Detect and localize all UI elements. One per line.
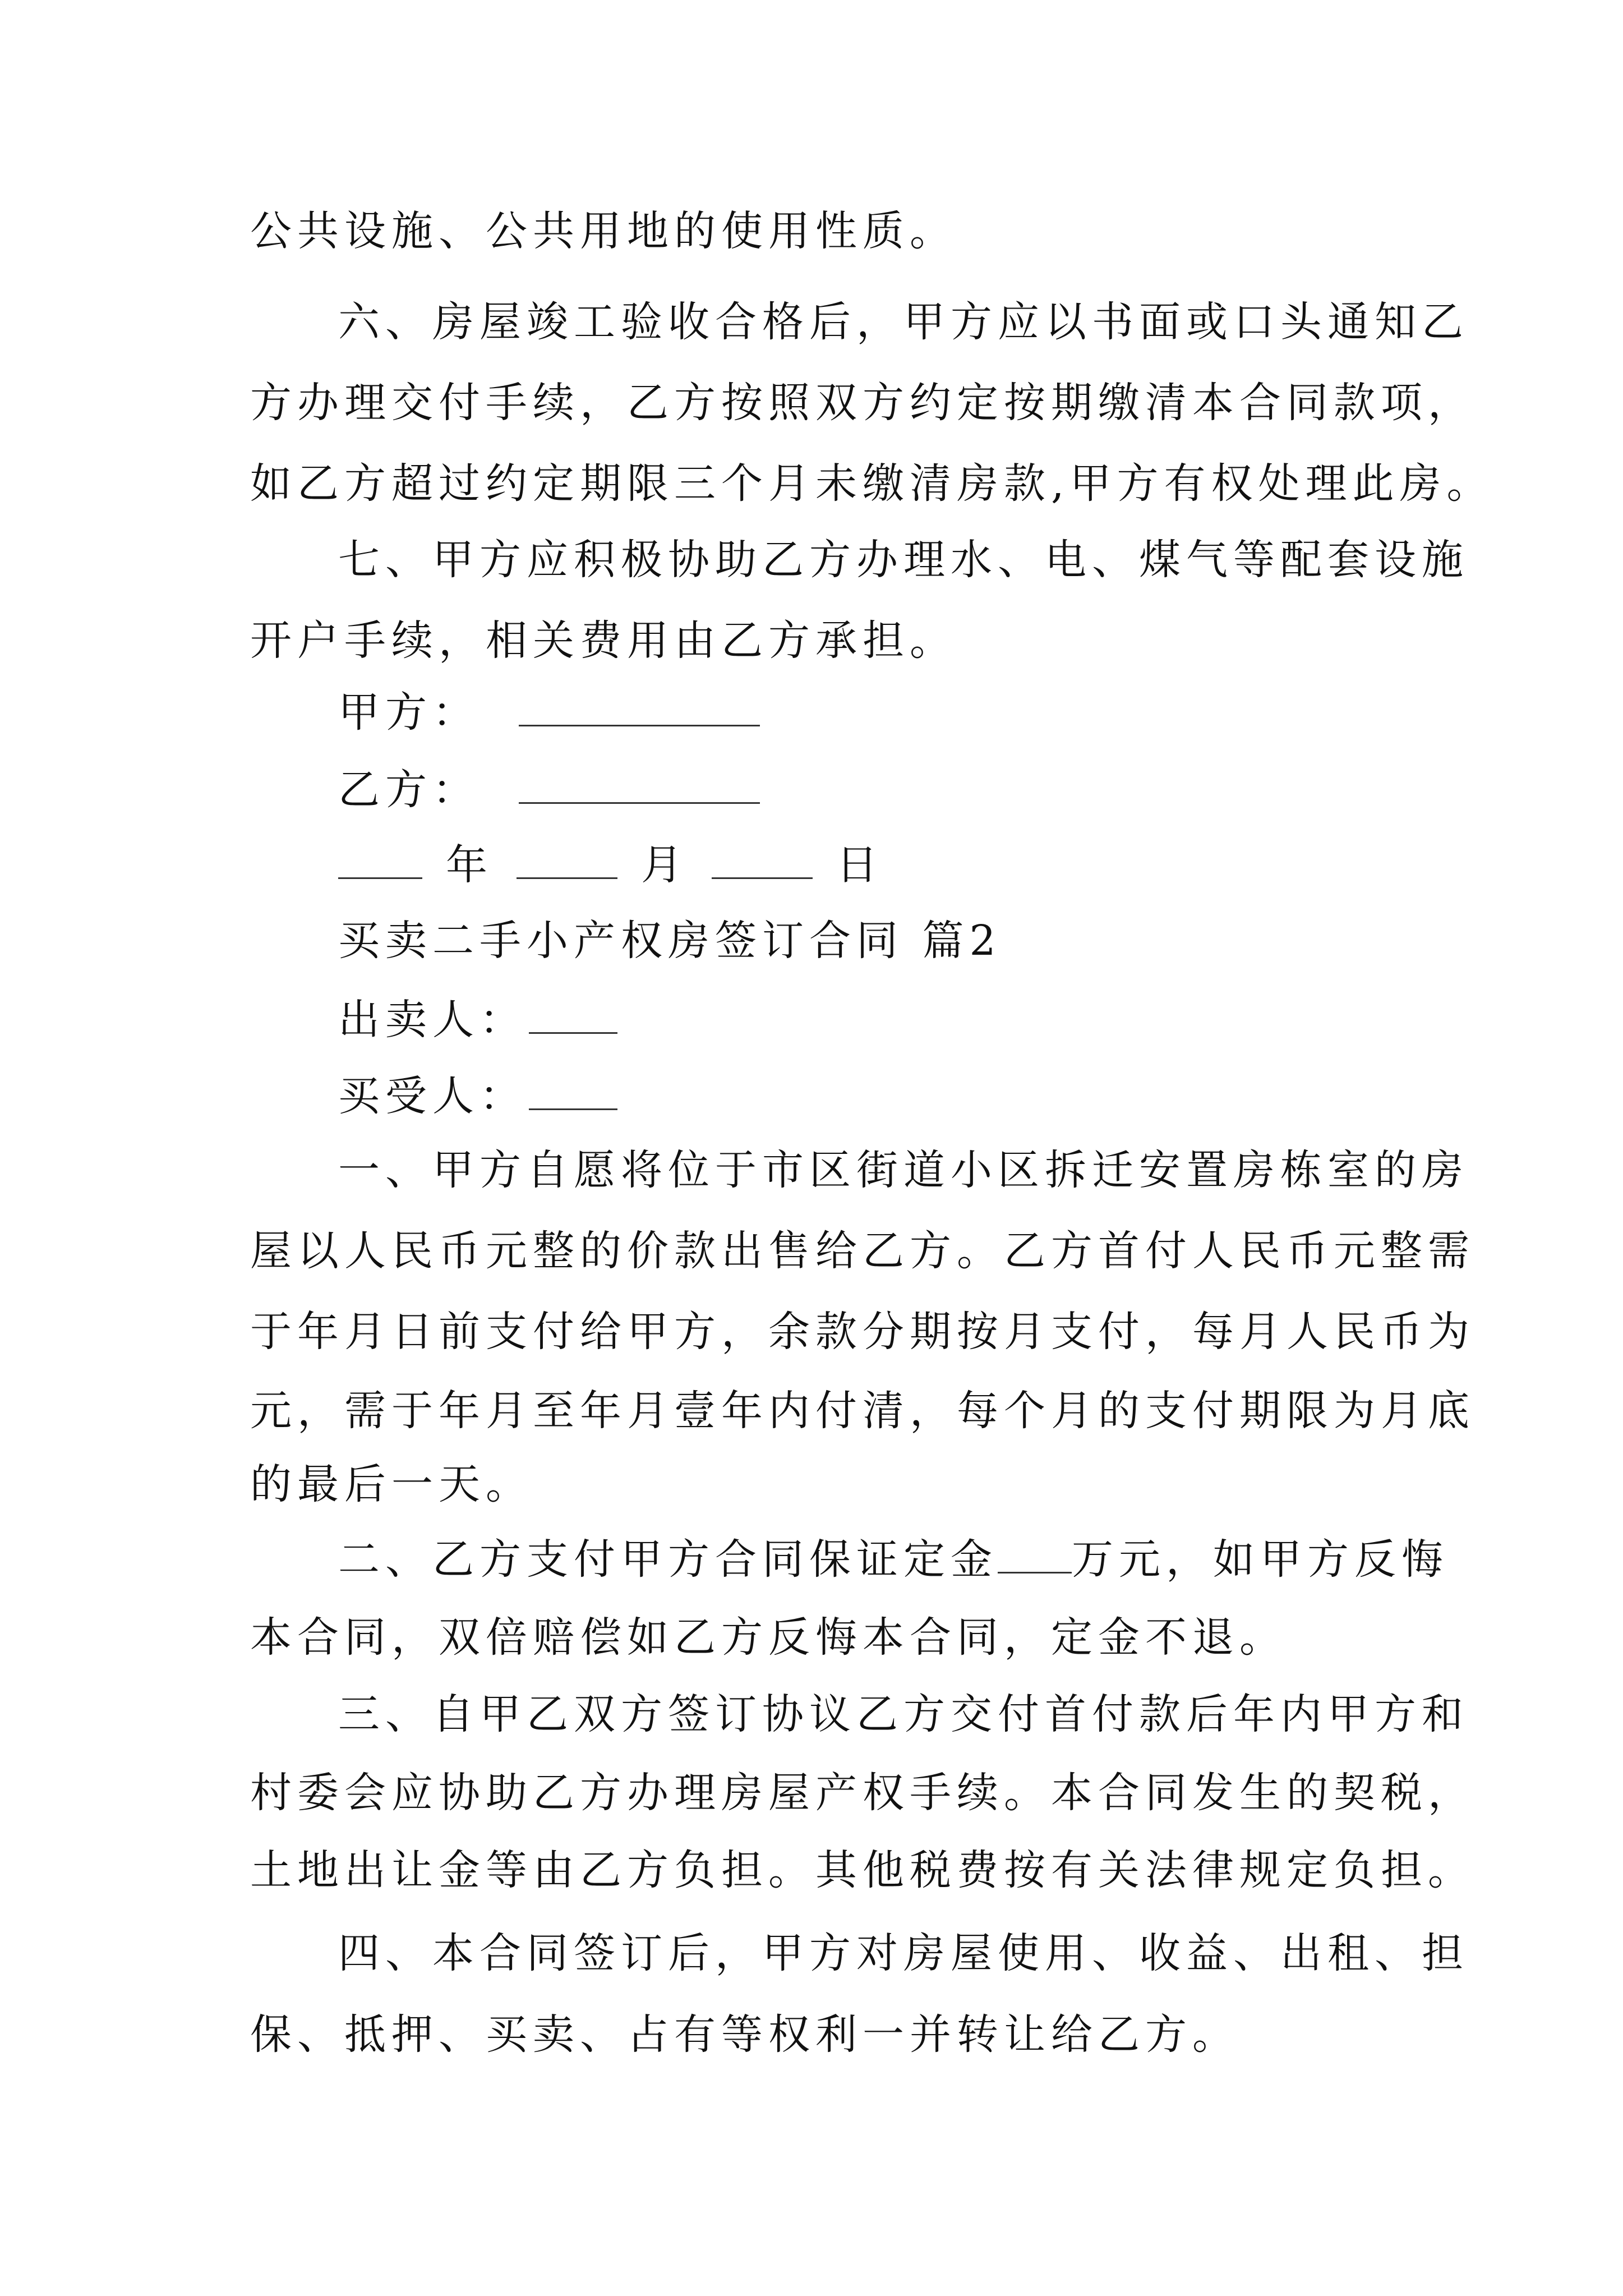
- buyer-label: 买受人：: [338, 1072, 527, 1120]
- month-blank: [517, 846, 617, 879]
- clause-two-line-1: [338, 1535, 1449, 1584]
- paragraph-line: 公共设施、公共用地的使用性质。: [250, 207, 957, 255]
- clause-two-text-b: 万元，如甲方反悔: [1072, 1535, 1449, 1584]
- clause-six-line-3: 如乙方超过约定期限三个月未缴清房款,甲方有权处理此房。: [250, 459, 1494, 508]
- clause-six-line-2: 方办理交付手续，乙方按照双方约定按期缴清本合同款项，: [250, 379, 1475, 427]
- month-label: 月: [641, 841, 688, 889]
- buyer-blank: [529, 1077, 617, 1110]
- buyer-line: [338, 1072, 617, 1120]
- seller-line: [338, 996, 617, 1044]
- clause-three-line-1: 三、自甲乙双方签订协议乙方交付首付款后年内甲方和: [338, 1690, 1469, 1738]
- clause-two-text-a: 二、乙方支付甲方合同保证定金: [338, 1535, 998, 1584]
- clause-four-line-1: 四、本合同签订后，甲方对房屋使用、收益、出租、担: [338, 1929, 1469, 1977]
- party-b-label: 乙方：: [338, 766, 479, 814]
- party-b-blank: [519, 771, 760, 804]
- clause-one-line-3: 于年月日前支付给甲方，余款分期按月支付，每月人民币为: [250, 1308, 1475, 1356]
- clause-three-line-2: 村委会应协助乙方办理房屋产权手续。本合同发生的契税，: [250, 1769, 1475, 1817]
- party-b-signature-line: [338, 766, 760, 814]
- clause-six-line-1: 六、房屋竣工验收合格后，甲方应以书面或口头通知乙: [338, 298, 1469, 346]
- year-blank: [338, 846, 422, 879]
- day-label: 日: [836, 841, 883, 889]
- clause-one-line-2: 屋以人民币元整的价款出售给乙方。乙方首付人民币元整需: [250, 1227, 1475, 1275]
- party-a-blank: [519, 693, 760, 726]
- clause-one-line-5: 的最后一天。: [250, 1460, 533, 1508]
- clause-four-line-2: 保、抵押、买卖、占有等权利一并转让给乙方。: [250, 2010, 1239, 2059]
- clause-two-line-2: 本合同，双倍赔偿如乙方反悔本合同，定金不退。: [250, 1613, 1287, 1662]
- clause-one-line-4: 元，需于年月至年月壹年内付清，每个月的支付期限为月底: [250, 1387, 1475, 1435]
- clause-one-line-1: 一、甲方自愿将位于市区街道小区拆迁安置房栋室的房: [338, 1146, 1469, 1194]
- section-heading: 买卖二手小产权房签订合同 篇2: [338, 917, 1002, 965]
- clause-seven-line-1: 七、甲方应积极协助乙方办理水、电、煤气等配套设施: [338, 536, 1469, 584]
- date-line: [338, 841, 883, 889]
- day-blank: [712, 846, 813, 879]
- clause-three-line-3: 土地出让金等由乙方负担。其他税费按有关法律规定负担。: [250, 1846, 1475, 1894]
- seller-blank: [529, 1001, 617, 1034]
- party-a-signature-line: [338, 688, 760, 737]
- seller-label: 出卖人：: [338, 996, 527, 1044]
- clause-seven-line-2: 开户手续，相关费用由乙方承担。: [250, 616, 957, 665]
- deposit-blank: [998, 1540, 1072, 1573]
- year-label: 年: [446, 841, 493, 889]
- party-a-label: 甲方：: [338, 688, 479, 737]
